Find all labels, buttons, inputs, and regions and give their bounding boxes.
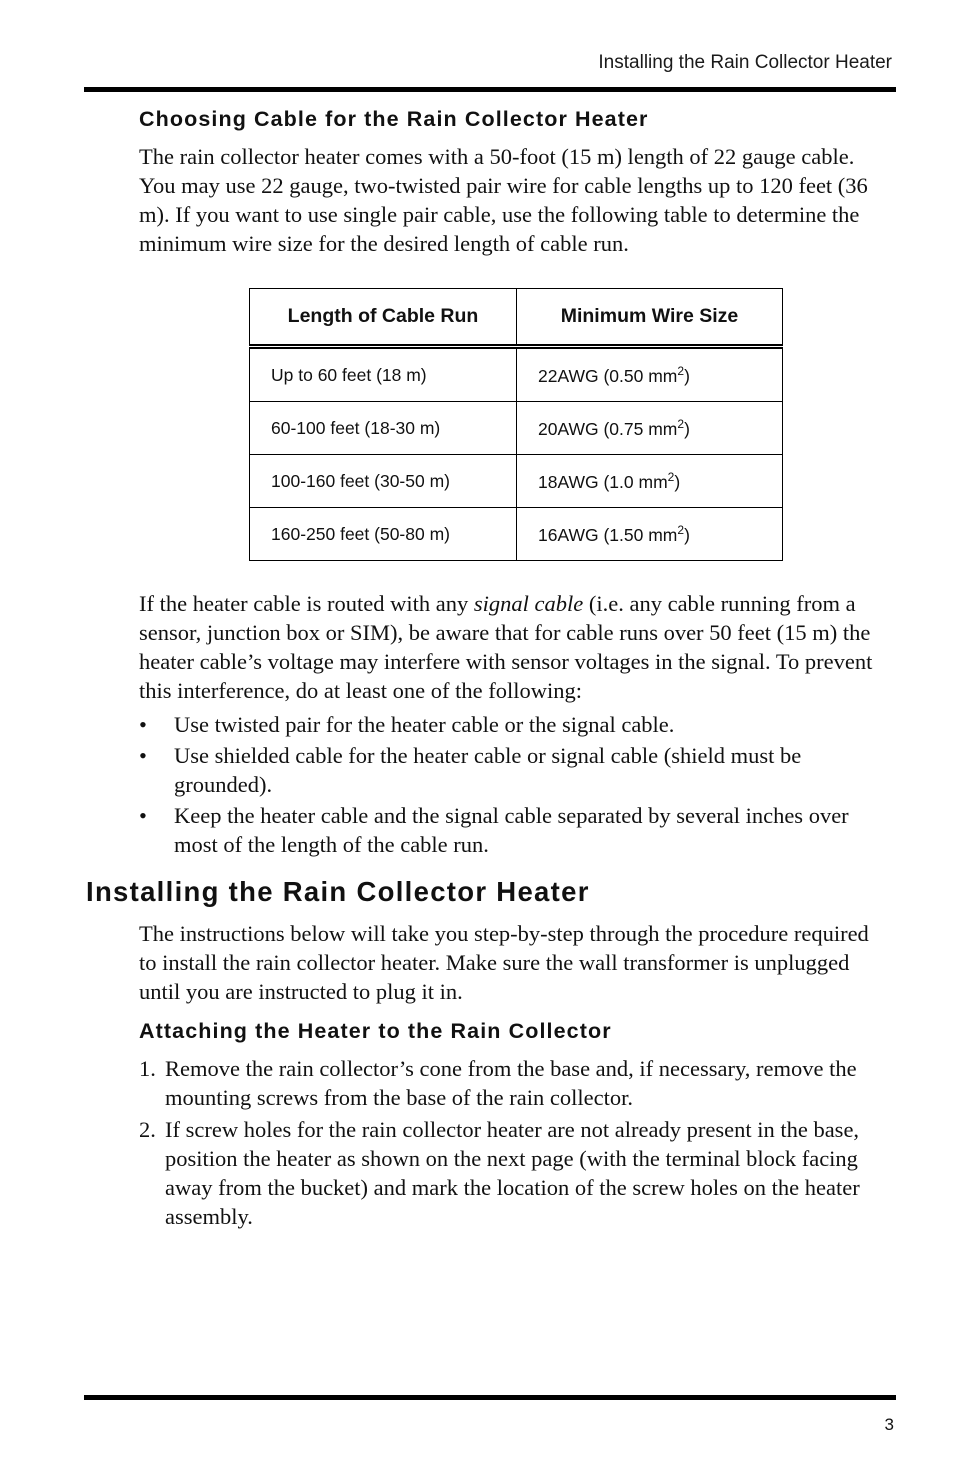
wire-size-cell <box>517 508 783 561</box>
closing-paren: ) <box>674 471 681 492</box>
closing-paren: ) <box>684 365 690 386</box>
list-item <box>139 801 891 859</box>
table-row <box>250 347 783 402</box>
step-number: 1. <box>139 1056 156 1081</box>
bullet-marker: • <box>139 743 147 768</box>
table-row <box>250 508 783 561</box>
signal-cable-paragraph <box>139 589 891 705</box>
table-header-row <box>250 289 783 347</box>
list-item <box>139 710 891 739</box>
wire-size-table <box>249 288 783 561</box>
bullet-marker: • <box>139 803 147 828</box>
bullet-text: Use shielded cable for the heater cable or signal cable (shield must be grounded). <box>174 743 802 797</box>
cable-length-cell: 100-160 feet (30-50 m) <box>250 455 517 508</box>
step-text: If screw holes for the rain collector heater are not already present in the base, position the heater as shown on the next page (with the terminal block facing away from the bucket) and mark the location of the screw holes on the heater assembly. <box>165 1117 860 1229</box>
list-item <box>139 1054 891 1112</box>
wire-size-text: 20AWG (0.75 mm <box>538 418 678 439</box>
section-heading-cable: Choosing Cable for the Rain Collector Heater <box>139 107 649 131</box>
cable-length-cell: 60-100 feet (18-30 m) <box>250 402 517 455</box>
table-row <box>250 402 783 455</box>
table-row <box>250 455 783 508</box>
bullet-text: Use twisted pair for the heater cable or the signal cable. <box>174 712 675 737</box>
bullet-text: Keep the heater cable and the signal cable separated by several inches over most of the length of the cable run. <box>174 803 849 857</box>
section-heading-install: Installing the Rain Collector Heater <box>86 876 590 907</box>
list-item <box>139 1115 891 1231</box>
step-text: Remove the rain collector’s cone from the base and, if necessary, remove the mounting screws from the base of the rain collector. <box>165 1056 857 1110</box>
wire-size-cell <box>517 402 783 455</box>
closing-paren: ) <box>684 524 690 545</box>
wire-size-text: 18AWG (1.0 mm <box>538 471 668 492</box>
step-number: 2. <box>139 1117 156 1142</box>
superscript-exponent: 2 <box>677 363 685 378</box>
header-rule <box>84 87 896 92</box>
signal-text-before: If the heater cable is routed with any <box>139 591 474 616</box>
subsection-heading-attaching: Attaching the Heater to the Rain Collector <box>139 1019 612 1043</box>
signal-text-after: (i.e. any cable running from a sensor, junction box or SIM), be aware that for cable runs over 50 feet (15 m) the heater cable’s voltage may interfere with sensor voltages in the signal. To prevent this interference, do at least one of the following: <box>139 591 873 703</box>
superscript-exponent: 2 <box>677 522 685 537</box>
running-header: Installing the Rain Collector Heater <box>598 52 892 73</box>
install-steps-list <box>139 1054 891 1231</box>
interference-bullet-list <box>139 710 891 859</box>
closing-paren: ) <box>684 418 690 439</box>
cable-intro-paragraph: The rain collector heater comes with a 50-foot (15 m) length of 22 gauge cable. You may use 22 gauge, two-twisted pair wire for cable lengths up to 120 feet (36 m). If you want to use single pair cable, use the following table to determine the minimum wire size for the desired length of cable run. <box>139 144 868 256</box>
column-header-size: Minimum Wire Size <box>517 289 783 347</box>
superscript-exponent: 2 <box>667 469 675 484</box>
wire-size-cell <box>517 347 783 402</box>
list-item <box>139 741 891 799</box>
signal-cable-term: signal cable <box>473 591 584 616</box>
install-intro-paragraph: The instructions below will take you step-by-step through the procedure required to install the rain collector heater. Make sure the wall transformer is unplugged until you are instructed to plug it in. <box>139 921 869 1004</box>
footer-rule <box>84 1395 896 1400</box>
wire-size-cell <box>517 455 783 508</box>
superscript-exponent: 2 <box>677 416 685 431</box>
column-header-length: Length of Cable Run <box>250 289 517 347</box>
wire-size-text: 16AWG (1.50 mm <box>538 524 678 545</box>
wire-size-text: 22AWG (0.50 mm <box>538 365 678 386</box>
bullet-marker: • <box>139 712 147 737</box>
cable-length-cell: 160-250 feet (50-80 m) <box>250 508 517 561</box>
page-number: 3 <box>884 1415 894 1434</box>
cable-length-cell: Up to 60 feet (18 m) <box>250 347 517 402</box>
